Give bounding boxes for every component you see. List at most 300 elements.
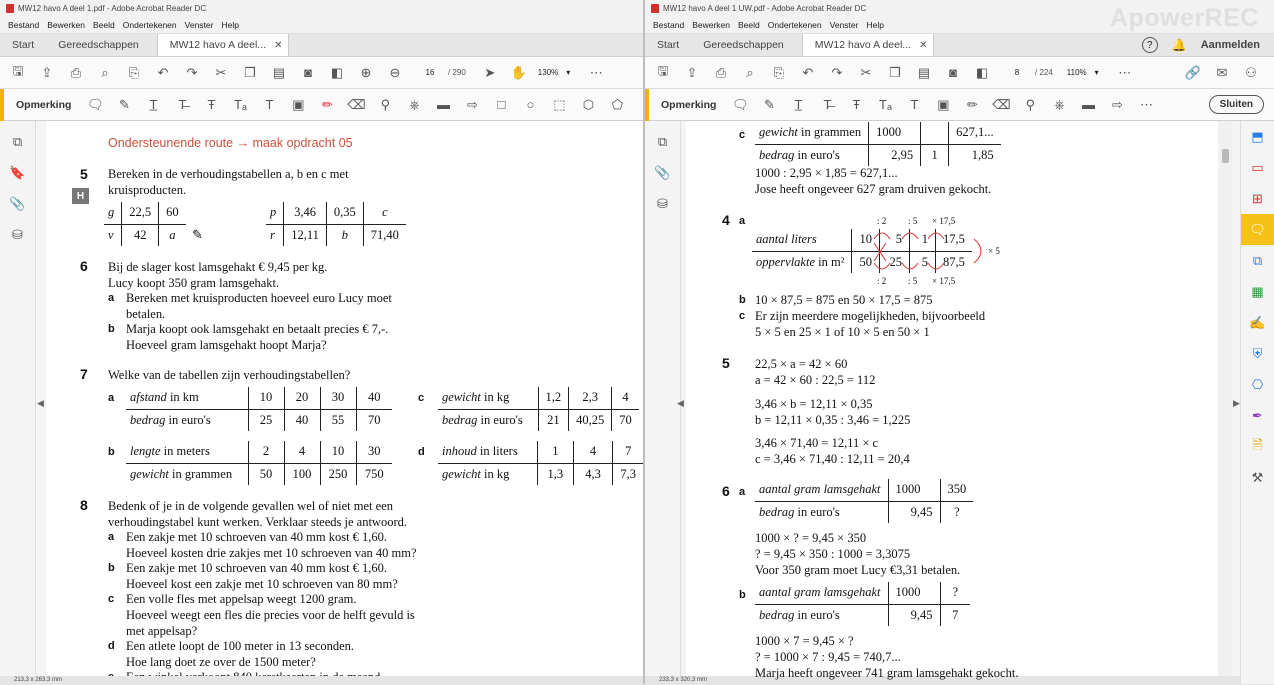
- cell: 100: [284, 463, 320, 485]
- replace-text-icon[interactable]: Ŧ: [852, 97, 861, 112]
- cell: lengte in meters: [126, 441, 248, 463]
- left-title-bar: [0, 0, 643, 17]
- q8-line2: verhoudingstabel kunt werken. Verklaar steeds je antwoord.: [108, 515, 407, 529]
- cell: c: [363, 202, 406, 224]
- cell: 1000: [888, 479, 940, 501]
- cell: 4: [612, 387, 639, 409]
- cell: 55: [320, 409, 356, 431]
- link-icon[interactable]: 🔗: [1184, 64, 1202, 80]
- right-window-title: MW12 havo A deel 1 UW.pdf - Adobe Acrobat Reader DC: [663, 4, 867, 13]
- tab-gereedschappen[interactable]: Gereedschappen: [58, 39, 139, 51]
- text-icon[interactable]: T: [265, 97, 274, 112]
- cell: 42: [122, 224, 159, 246]
- more-icon[interactable]: ⋯: [1139, 96, 1153, 112]
- organize-pages-icon[interactable]: ▦: [1251, 283, 1264, 299]
- upload-icon[interactable]: ⇪: [686, 64, 698, 80]
- cell: 21: [538, 409, 569, 431]
- protect-icon[interactable]: ⛨: [1252, 345, 1263, 361]
- pencil-icon[interactable]: ✏: [321, 96, 333, 112]
- cell: [752, 229, 852, 251]
- page-total: / 290: [448, 68, 466, 77]
- q5-line2: kruisproducten.: [108, 183, 187, 197]
- q8-number: 8: [80, 497, 88, 513]
- paste-icon[interactable]: ▤: [272, 64, 286, 80]
- arrow-icon[interactable]: ⇨: [466, 96, 478, 112]
- cell: 60: [159, 202, 186, 224]
- left-main-toolbar: [0, 57, 643, 89]
- zoom-value: 110%: [1066, 68, 1087, 77]
- left-menu-bar: [0, 17, 643, 34]
- cell: bedrag in euro's: [759, 607, 840, 622]
- stamp-icon[interactable]: ⚲: [1025, 96, 1036, 112]
- cell: 350: [940, 479, 973, 501]
- left-tab-bar: [0, 34, 643, 57]
- tab-document[interactable]: [802, 34, 935, 56]
- comment-label: Opmerking: [16, 98, 72, 111]
- cell: 7: [940, 604, 970, 626]
- op-side: × 5: [988, 246, 1000, 256]
- cell: [755, 479, 888, 501]
- zoom-value: 130%: [537, 68, 559, 77]
- cell-label-italic: afstand: [130, 390, 167, 405]
- cell: 7,3: [613, 463, 643, 485]
- right-tools-pane: [1240, 121, 1274, 684]
- q7-number: 7: [80, 366, 88, 382]
- right-scrollbar[interactable]: [1218, 121, 1232, 684]
- sticky-note-icon[interactable]: 🗨: [87, 96, 104, 112]
- q8-d-line2: Hoe lang doet ze over de 1500 meter?: [126, 655, 316, 669]
- export-icon[interactable]: ⎘: [773, 64, 785, 80]
- fill-forms-icon[interactable]: 🗎: [1252, 436, 1263, 452]
- q8-c-line1: Een volle fles met appelsap weegt 1200 gram.: [126, 592, 357, 606]
- arrow-bot-2: [902, 263, 918, 269]
- cell: 1000: [869, 122, 921, 144]
- arrow-bot-1: [874, 263, 890, 269]
- left-nav-sidebar: [0, 121, 36, 684]
- cell: 50: [248, 463, 284, 485]
- route-note: Ondersteunende route → maak opdracht 05: [108, 136, 353, 150]
- answer-table-c: [755, 122, 1001, 166]
- cell: 1,85: [949, 144, 1001, 166]
- cell-label-italic: bedrag: [130, 412, 166, 427]
- cell: bedrag in euro's: [759, 504, 840, 519]
- q7-a-letter: a: [108, 392, 115, 404]
- textbox-icon[interactable]: ▣: [937, 96, 950, 112]
- cell: gewicht in grammen: [755, 122, 869, 144]
- menu-ondertekenen[interactable]: Ondertekenen: [122, 20, 177, 30]
- close-tab-icon[interactable]: ✕: [274, 39, 283, 51]
- attach-icon[interactable]: ⎈: [409, 96, 420, 112]
- q6-b-line3: Marja heeft ongeveer 741 gram lamsgehakt gekocht.: [755, 666, 1019, 680]
- q6-a-letter: a: [108, 292, 115, 304]
- cell: r: [270, 227, 275, 242]
- paste-icon[interactable]: ▤: [917, 64, 931, 80]
- q7-table-a: [126, 387, 392, 431]
- q6-b-line1: 1000 × 7 = 9,45 × ?: [755, 634, 854, 648]
- copy-icon[interactable]: ❐: [244, 64, 256, 80]
- answer-table-6b: [755, 582, 970, 626]
- cell: 1: [537, 441, 573, 463]
- h-badge: H: [72, 188, 89, 204]
- cell: 4: [573, 441, 613, 463]
- page-down-icon[interactable]: ⊖: [389, 64, 401, 80]
- cell: 1: [909, 229, 935, 251]
- q8-a-line2: Hoeveel kosten drie zakjes met 10 schroeven van 40 mm?: [126, 546, 417, 560]
- q4-c-line1: Er zijn meerdere mogelijkheden, bijvoorbeeld: [755, 309, 986, 323]
- oval-icon[interactable]: ○: [526, 97, 535, 112]
- zoom-select[interactable]: [1067, 68, 1099, 77]
- menu-help[interactable]: Help: [866, 20, 884, 30]
- comment-accent: [645, 89, 649, 121]
- cell: g: [104, 202, 122, 224]
- undo-icon[interactable]: ↶: [802, 64, 814, 80]
- close-comment-button[interactable]: Sluiten: [1209, 95, 1264, 114]
- compare-icon[interactable]: ◧: [975, 64, 989, 80]
- cell: 10: [852, 229, 880, 251]
- q8-a-line1: Een zakje met 10 schroeven van 40 mm kost € 1,60.: [126, 530, 388, 544]
- tab-start[interactable]: Start: [657, 39, 680, 51]
- q5-line1: 22,5 × a = 42 × 60: [755, 357, 848, 371]
- cell: 25: [248, 409, 284, 431]
- cell: a: [159, 224, 186, 246]
- cell: [921, 122, 949, 144]
- cell: 2: [248, 441, 284, 463]
- cell: 4: [284, 441, 320, 463]
- redo-icon[interactable]: ↷: [186, 64, 198, 80]
- scrollbar-thumb[interactable]: [1222, 149, 1229, 163]
- page-number-input[interactable]: 16: [425, 68, 435, 77]
- cell: 1: [921, 144, 949, 166]
- tab-start[interactable]: Start: [12, 39, 35, 51]
- cell: bedrag in euro's: [759, 147, 840, 162]
- combine-files-icon[interactable]: ⧉: [1252, 252, 1263, 268]
- right-toolbar-extra: [1183, 63, 1274, 83]
- q6-b-line1: Marja koopt ook lamsgehakt en betaalt precies € 7,-.: [126, 322, 389, 336]
- page-up-icon[interactable]: ⊕: [360, 64, 372, 80]
- cell-label-italic: gewicht: [759, 125, 798, 140]
- cell: 40: [356, 387, 392, 409]
- eraser-icon[interactable]: ⌫: [347, 96, 366, 112]
- left-comment-toolbar: [0, 89, 643, 121]
- cell: 10: [248, 387, 284, 409]
- cell-label-italic: oppervlakte: [756, 254, 816, 269]
- arrow-top-2: [902, 233, 918, 239]
- textbox-icon[interactable]: ▣: [292, 96, 305, 112]
- cell: 70: [356, 409, 392, 431]
- op-top-1: : 2: [877, 216, 887, 226]
- op-bot-2: : 5: [908, 276, 918, 286]
- q7-text: Welke van de tabellen zijn verhoudingstabellen?: [108, 368, 351, 382]
- cell: 30: [356, 441, 392, 463]
- pencil-cursor-icon: ✎: [192, 227, 203, 242]
- insert-text-icon[interactable]: Tₐ: [879, 97, 892, 112]
- save-icon[interactable]: 🖫: [657, 62, 669, 78]
- next-page-arrow-icon[interactable]: ▶: [1233, 398, 1240, 408]
- q8-a-letter: a: [108, 531, 115, 543]
- menu-help[interactable]: Help: [221, 20, 239, 30]
- replace-text-icon[interactable]: Ŧ: [207, 97, 216, 112]
- cell-label-italic: aantal gram lamsgehakt: [759, 585, 881, 600]
- snapshot-icon[interactable]: ◙: [304, 65, 312, 80]
- comment-label: Opmerking: [661, 98, 717, 111]
- left-status-bar: [0, 676, 643, 684]
- cloud-icon[interactable]: ⬠: [611, 96, 624, 112]
- menu-bewerken[interactable]: Bewerken: [692, 20, 731, 30]
- q6-a-line2: betalen.: [126, 307, 166, 321]
- arrow-icon[interactable]: ⇨: [1111, 96, 1123, 112]
- cell: 12,11: [284, 224, 327, 246]
- stamp-icon[interactable]: ⚲: [380, 96, 391, 112]
- prev-page-arrow-icon[interactable]: ◀: [677, 398, 684, 408]
- q5-line2: a = 42 × 60 : 22,5 = 112: [755, 373, 876, 387]
- q4-b-line1: 10 × 87,5 = 875 en 50 × 17,5 = 875: [755, 293, 933, 307]
- answer-table-6a: [755, 479, 973, 523]
- menu-venster[interactable]: Venster: [184, 20, 214, 30]
- upload-icon[interactable]: ⇪: [41, 64, 53, 80]
- bell-icon[interactable]: 🔔: [1171, 38, 1187, 52]
- export-pdf-icon[interactable]: ⬒: [1251, 128, 1264, 144]
- cell: 87,5: [935, 251, 971, 273]
- print-icon[interactable]: ⎙: [70, 64, 82, 80]
- cell: 40: [284, 409, 320, 431]
- pages-icon[interactable]: ⧉: [657, 134, 668, 149]
- pencil-icon[interactable]: ✏: [966, 96, 978, 112]
- left-window-title: MW12 havo A deel 1.pdf - Adobe Acrobat Reader DC: [18, 4, 207, 13]
- attachment-icon[interactable]: 📎: [654, 165, 671, 180]
- highlight-icon[interactable]: ✎: [118, 96, 130, 112]
- cell: 9,45: [888, 604, 940, 626]
- cell: 2,95: [869, 144, 921, 166]
- more-tools-icon[interactable]: ⚒: [1251, 469, 1264, 485]
- q7-table-d: [438, 441, 643, 485]
- menu-bestand[interactable]: Bestand: [8, 20, 40, 30]
- compare-icon[interactable]: ◧: [330, 64, 344, 80]
- cell: 70: [612, 409, 639, 431]
- tab-document[interactable]: [157, 34, 290, 56]
- polygon-icon[interactable]: ⬡: [582, 96, 595, 112]
- apowerrec-watermark: ApowerREC: [1110, 4, 1259, 32]
- underline-text-icon[interactable]: T̲: [149, 97, 158, 112]
- cell: gewicht in kg: [442, 466, 510, 481]
- help-icon[interactable]: ?: [1142, 37, 1158, 53]
- cell-label-italic: bedrag: [759, 504, 795, 519]
- save-icon[interactable]: 🖫: [12, 62, 24, 78]
- cell: 30: [320, 387, 356, 409]
- print-icon[interactable]: ⎙: [715, 64, 727, 80]
- cell: 22,5: [122, 202, 159, 224]
- menu-ondertekenen[interactable]: Ondertekenen: [767, 20, 822, 30]
- sticky-note-icon[interactable]: 🗨: [732, 96, 749, 112]
- strikethrough-icon[interactable]: T̶: [178, 97, 187, 112]
- q4-number: 4: [722, 212, 730, 228]
- menu-beeld[interactable]: Beeld: [93, 20, 115, 30]
- prev-page-arrow-icon[interactable]: ◀: [37, 398, 44, 408]
- polyline-icon[interactable]: ⬚: [553, 96, 566, 112]
- right-main-toolbar: [645, 57, 1274, 89]
- cell: ?: [940, 501, 973, 523]
- cell: 20: [284, 387, 320, 409]
- q7-b-letter: b: [108, 446, 115, 458]
- close-tab-icon[interactable]: ✕: [919, 39, 928, 51]
- left-pdf-page: [46, 121, 643, 676]
- c-letter: c: [739, 129, 746, 141]
- q8-line1: Bedenk of je in de volgende gevallen wel of niet met een: [108, 499, 393, 513]
- q6-a-line1: 1000 × ? = 9,45 × 350: [755, 531, 867, 545]
- mail-icon[interactable]: ✉: [1216, 64, 1228, 80]
- cell: 40,25: [569, 409, 612, 431]
- cell: 1000: [888, 582, 940, 604]
- q6-a-letter: a: [739, 486, 746, 498]
- cell: 1,3: [537, 463, 573, 485]
- op-top-2: : 5: [908, 216, 918, 226]
- c-line1: 1000 : 2,95 × 1,85 = 627,1...: [755, 166, 898, 180]
- more-icon[interactable]: ⋯: [1118, 64, 1132, 80]
- menu-venster[interactable]: Venster: [829, 20, 859, 30]
- cell-label-italic: bedrag: [759, 607, 795, 622]
- search-icon[interactable]: ⌕: [746, 64, 754, 80]
- q6-b-line2: ? = 1000 × 7 : 9,45 = 740,7...: [755, 650, 901, 664]
- hand-tool-icon[interactable]: ✋: [510, 64, 527, 80]
- tag-icon[interactable]: ⛁: [12, 227, 23, 242]
- cell: 7: [613, 441, 643, 463]
- bookmark-icon[interactable]: 🔖: [9, 165, 26, 180]
- cell: 3,46: [284, 202, 327, 224]
- attach-icon[interactable]: ⎈: [1054, 96, 1065, 112]
- q5-line5: 3,46 × 71,40 = 12,11 × c: [755, 436, 879, 450]
- export-icon[interactable]: ⎘: [128, 64, 140, 80]
- chevron-down-icon: ▾: [1094, 68, 1099, 77]
- cell: oppervlakte in m²: [756, 254, 845, 269]
- op-top-3: × 17,5: [932, 216, 956, 226]
- cell: bedrag in euro's: [130, 412, 211, 427]
- undo-icon[interactable]: ↶: [157, 64, 169, 80]
- line-icon[interactable]: ▬: [436, 97, 450, 112]
- q5-line4: b = 12,11 × 0,35 : 3,46 = 1,225: [755, 413, 911, 427]
- chevron-down-icon: ▾: [566, 68, 571, 77]
- q5-line6: c = 3,46 × 71,40 : 12,11 = 20,4: [755, 452, 910, 466]
- zoom-select[interactable]: [538, 68, 570, 77]
- menu-beeld[interactable]: Beeld: [738, 20, 760, 30]
- cell: [755, 582, 888, 604]
- insert-text-icon[interactable]: Tₐ: [234, 97, 247, 112]
- scan-ocr-icon[interactable]: ⎔: [1251, 376, 1264, 392]
- copy-icon[interactable]: ❐: [889, 64, 901, 80]
- strikethrough-icon[interactable]: T̶: [823, 97, 832, 112]
- q6-b-line2: Hoeveel gram lamsgehakt hoopt Marja?: [126, 338, 327, 352]
- q8-c-line3: met appelsap?: [126, 624, 198, 638]
- cell: gewicht in grammen: [130, 466, 233, 481]
- share-icon[interactable]: ⚇: [1245, 64, 1257, 80]
- cell: afstand in km: [126, 387, 248, 409]
- cell-label-italic: inhoud: [442, 444, 477, 459]
- arrow-top-3: [928, 233, 944, 239]
- arrow-side: [974, 239, 981, 263]
- q5-line1: Bereken in de verhoudingstabellen a, b en c met: [108, 167, 349, 181]
- eraser-icon[interactable]: ⌫: [992, 96, 1011, 112]
- highlight-icon[interactable]: ✎: [763, 96, 775, 112]
- cell: b: [326, 224, 363, 246]
- cell: 5: [879, 229, 909, 251]
- cell-label-italic: bedrag: [759, 147, 795, 162]
- q6-a-line1: Bereken met kruisproducten hoeveel euro Lucy moet: [126, 291, 392, 305]
- q7-table-c: [438, 387, 639, 431]
- right-tab-bar: [645, 34, 1274, 57]
- cross-marks: [874, 243, 886, 261]
- q5-table-b: [266, 202, 406, 246]
- cell: 750: [356, 463, 392, 485]
- q6-number: 6: [80, 258, 88, 274]
- tab-gereedschappen[interactable]: Gereedschappen: [703, 39, 784, 51]
- more-icon[interactable]: ⋯: [589, 64, 603, 80]
- cell: 627,1...: [949, 122, 1001, 144]
- cell-label-italic: gewicht: [130, 466, 169, 481]
- redo-icon[interactable]: ↷: [831, 64, 843, 80]
- edit-pdf-icon[interactable]: ⊞: [1252, 190, 1263, 206]
- cell: gewicht in kg: [438, 387, 538, 409]
- underline-text-icon[interactable]: T̲: [794, 97, 803, 112]
- tab-document-label: MW12 havo A deel...: [814, 39, 912, 51]
- menu-bestand[interactable]: Bestand: [653, 20, 685, 30]
- cell: v: [108, 227, 114, 242]
- cut-icon[interactable]: ✂: [860, 64, 872, 80]
- sign-in-button[interactable]: Aanmelden: [1200, 39, 1260, 51]
- snapshot-icon[interactable]: ◙: [949, 65, 957, 80]
- text-icon[interactable]: T: [910, 97, 919, 112]
- q6-line1: Bij de slager kost lamsgehakt € 9,45 per kg.: [108, 260, 328, 274]
- page-number-input[interactable]: 8: [1014, 68, 1020, 77]
- q4-c-line2: 5 × 5 en 25 × 1 of 10 × 5 en 50 × 1: [755, 325, 930, 339]
- tab-document-label: MW12 havo A deel...: [169, 39, 267, 51]
- cell-label-italic: gewicht: [442, 466, 481, 481]
- create-pdf-icon[interactable]: ▭: [1251, 159, 1264, 175]
- select-cursor-icon[interactable]: ➤: [484, 64, 496, 80]
- menu-bewerken[interactable]: Bewerken: [47, 20, 86, 30]
- q4-a-letter: a: [739, 215, 746, 227]
- send-signature-icon[interactable]: ✒: [1252, 407, 1263, 423]
- attachment-icon[interactable]: 📎: [9, 196, 26, 211]
- comment-tool-icon[interactable]: 🗨: [1241, 214, 1274, 245]
- cell-label-italic: gewicht: [442, 390, 481, 405]
- op-bot-1: : 2: [877, 276, 887, 286]
- q8-d-line1: Een atlete loopt de 100 meter in 13 seconden.: [126, 639, 355, 653]
- line-icon[interactable]: ▬: [1081, 97, 1095, 112]
- cell: 9,45: [888, 501, 940, 523]
- cell-label-italic: bedrag: [442, 412, 478, 427]
- ratio-arrows: [866, 225, 996, 277]
- pdf-icon: [6, 4, 14, 13]
- page-total: / 224: [1035, 68, 1053, 77]
- arrow-top-1: [874, 233, 890, 239]
- cell: inhoud in liters: [438, 441, 537, 463]
- rectangle-icon[interactable]: □: [497, 97, 506, 112]
- q6-b-letter: b: [739, 589, 746, 601]
- search-icon[interactable]: ⌕: [101, 64, 109, 80]
- left-page-size: 213,3 x 263,3 mm: [14, 677, 63, 683]
- cell: 0,35: [326, 202, 363, 224]
- q5-number: 5: [722, 355, 730, 371]
- cell: 10: [320, 441, 356, 463]
- cell-label-italic: aantal liters: [756, 232, 817, 247]
- pages-icon[interactable]: ⧉: [12, 134, 23, 149]
- fill-sign-icon[interactable]: ✍: [1249, 314, 1266, 330]
- q8-b-line2: Hoeveel kost een zakje met 10 schroeven van 80 mm?: [126, 577, 398, 591]
- tag-icon[interactable]: ⛁: [657, 196, 668, 211]
- cell-label-italic: lengte: [130, 444, 161, 459]
- q7-table-b: [126, 441, 392, 485]
- cut-icon[interactable]: ✂: [215, 64, 227, 80]
- cell: 17,5: [935, 229, 971, 251]
- cell-label-italic: aantal gram lamsgehakt: [759, 482, 881, 497]
